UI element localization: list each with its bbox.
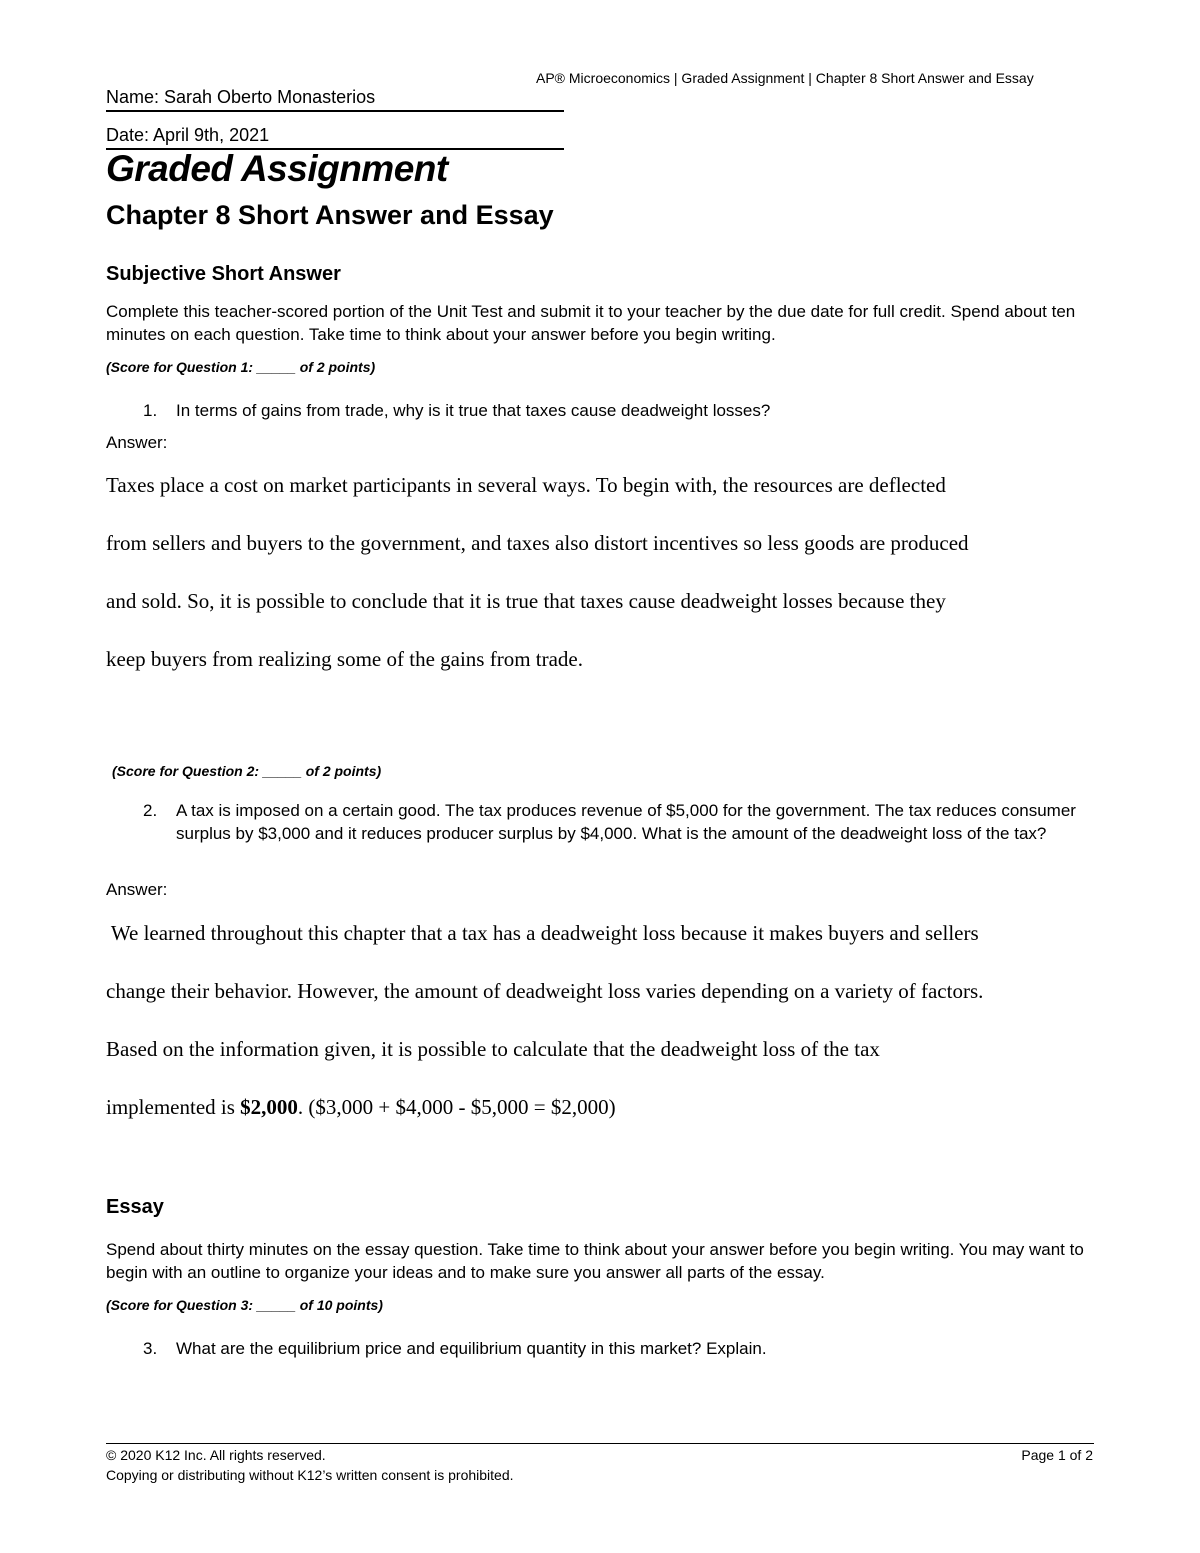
q3-text: What are the equilibrium price and equilibrium quantity in this market? Explain. [176, 1339, 767, 1358]
q1-answer-line: keep buyers from realizing some of the gains from trade. [106, 647, 584, 671]
document-title: Graded Assignment [106, 148, 448, 189]
q2-answer-suffix: . ($3,000 + $4,000 - $5,000 = $2,000) [297, 1095, 616, 1119]
name-field: Name: Sarah Oberto Monasterios [106, 87, 564, 112]
footer-notice: Copying or distributing without K12’s written consent is prohibited. [106, 1467, 514, 1483]
q2-score-line: (Score for Question 2: _____ of 2 points) [112, 763, 382, 779]
footer-page-number: Page 1 of 2 [1021, 1447, 1093, 1463]
q1-answer-label: Answer: [106, 433, 168, 452]
q2-answer-final-line [106, 1095, 616, 1120]
q2-answer-result: $2,000 [240, 1095, 298, 1119]
q1-text: In terms of gains from trade, why is it true that taxes cause deadweight losses? [176, 401, 771, 420]
footer-divider [106, 1443, 1094, 1444]
short-answer-instructions: Complete this teacher-scored portion of the Unit Test and submit it to your teacher by the due date for full credit. Spend about ten minutes on each question. Take time to think about your answer before you begin writing. [106, 302, 1076, 344]
document-subtitle: Chapter 8 Short Answer and Essay [106, 200, 554, 230]
q1-answer-line: from sellers and buyers to the government, and taxes also distort incentives so less goods are produced [106, 531, 969, 555]
date-field: Date: April 9th, 2021 [106, 125, 564, 150]
q2-number: 2. [143, 801, 158, 820]
q2-text: A tax is imposed on a certain good. The tax produces revenue of $5,000 for the government. The tax reduces consumer surplus by $3,000 and it reduces producer surplus by $4,000. What is the amount of the deadweight loss of the tax? [176, 801, 1076, 843]
q2-answer-prefix: implemented is [106, 1095, 241, 1119]
q1-score-line: (Score for Question 1: _____ of 2 points) [106, 359, 376, 375]
footer-copyright: © 2020 K12 Inc. All rights reserved. [106, 1447, 326, 1463]
running-header: AP® Microeconomics | Graded Assignment | Chapter 8 Short Answer and Essay [536, 70, 1034, 86]
short-answer-heading: Subjective Short Answer [106, 263, 341, 285]
q2-answer-line: We learned throughout this chapter that a tax has a deadweight loss because it makes buyers and sellers [106, 921, 979, 945]
q1-answer-line: Taxes place a cost on market participants in several ways. To begin with, the resources are deflected [106, 473, 946, 497]
essay-instructions: Spend about thirty minutes on the essay question. Take time to think about your answer before you begin writing. You may want to begin with an outline to organize your ideas and to make sure you answer all parts of the essay. [106, 1240, 1084, 1282]
q3-score-line: (Score for Question 3: _____ of 10 points) [106, 1297, 383, 1313]
essay-heading: Essay [106, 1196, 164, 1218]
q2-answer-label: Answer: [106, 880, 168, 899]
q2-answer-line: change their behavior. However, the amount of deadweight loss varies depending on a variety of factors. [106, 979, 984, 1003]
q1-number: 1. [143, 401, 158, 420]
q3-number: 3. [143, 1339, 158, 1358]
q2-answer-line: Based on the information given, it is possible to calculate that the deadweight loss of the tax [106, 1037, 880, 1061]
q1-answer-line: and sold. So, it is possible to conclude that it is true that taxes cause deadweight losses because they [106, 589, 946, 613]
